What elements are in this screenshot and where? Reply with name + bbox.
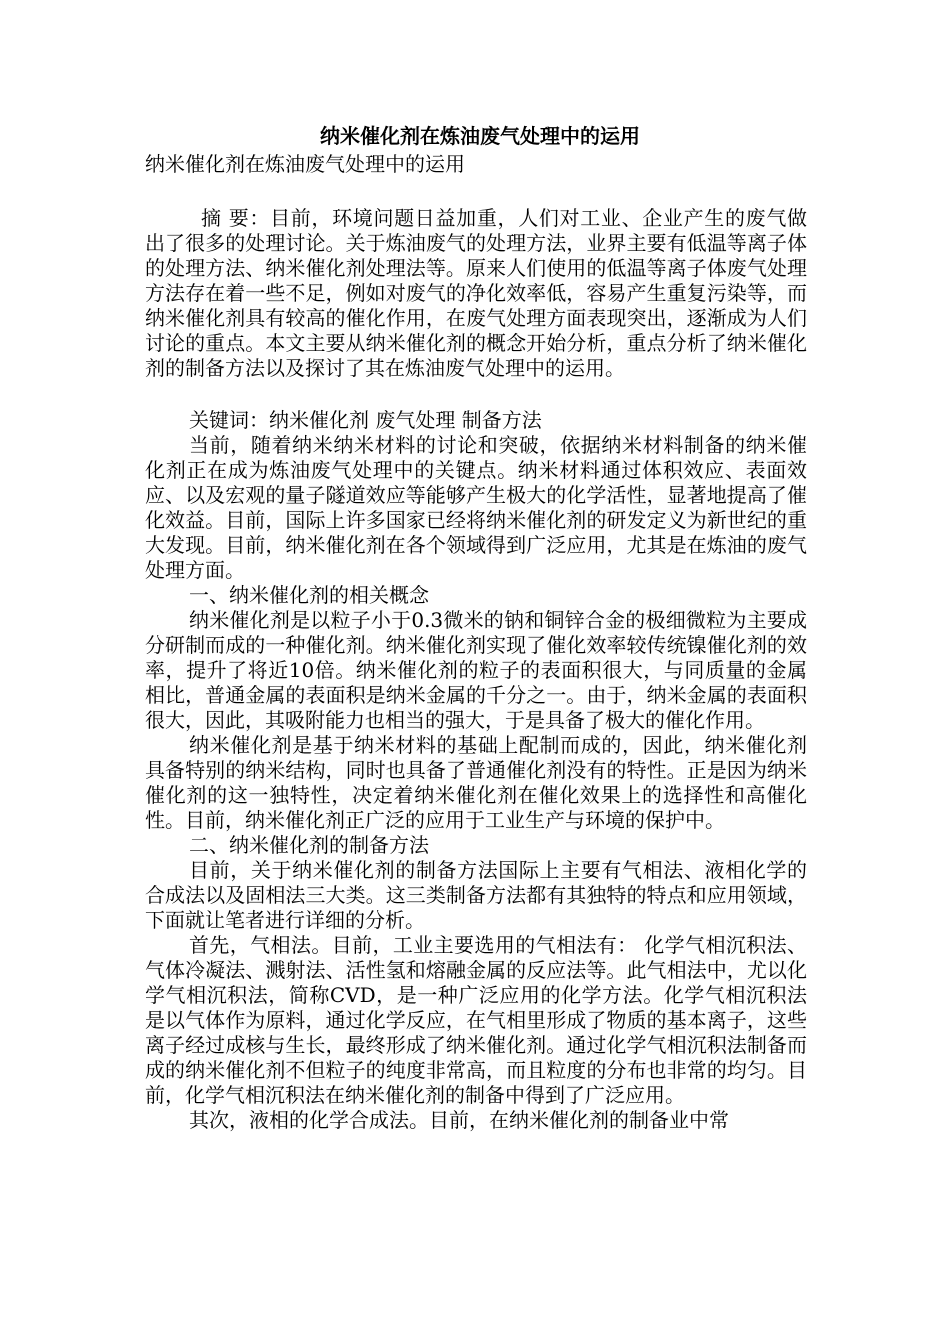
- blank-line: [145, 178, 807, 206]
- section2-paragraph-1: 目前，关于纳米催化剂的制备方法国际上主要有气相法、液相化学的合成法以及固相法三大类。这三类制备方法都有其独特的特点和应用领域，下面就让笔者进行详细的分析。: [145, 858, 807, 932]
- document-page: [145, 122, 807, 1133]
- blank-line: [145, 381, 807, 408]
- keywords-line: 关键词：纳米催化剂 废气处理 制备方法: [189, 408, 542, 432]
- section2-paragraph-3: 其次，液相的化学合成法。目前，在纳米催化剂的制备业中常: [189, 1108, 729, 1132]
- intro-paragraph: 当前，随着纳米纳米材料的讨论和突破，依据纳米材料制备的纳米催化剂正在成为炼油废气处理中的关键点。纳米材料通过体积效应、表面效应、以及宏观的量子隧道效应等能够产生极大的化学活性，显著地提高了催化效益。目前，国际上许多国家已经将纳米催化剂的研发定义为新世纪的重大发现。目前，纳米催化剂在各个领域得到广泛应用，尤其是在炼油的废气处理方面。: [145, 433, 807, 582]
- section1-paragraph-1: 纳米催化剂是以粒子小于0.3微米的钠和铜锌合金的极细微粒为主要成分研制而成的一种催化剂。纳米催化剂实现了催化效率较传统镍催化剂的效率，提升了将近10倍。纳米催化剂的粒子的表面积很大，与同质量的金属相比，普通金属的表面积是纳米金属的千分之一。由于，纳米金属的表面积很大，因此，其吸附能力也相当的强大，于是具备了极大的催化作用。: [145, 608, 807, 732]
- document-title: 纳米催化剂在炼油废气处理中的运用: [320, 124, 640, 148]
- section-heading-1: 一、纳米催化剂的相关概念: [189, 583, 429, 607]
- section2-paragraph-2: 首先，气相法。目前，工业主要选用的气相法有： 化学气相沉积法、气体冷凝法、溅射法、活性氢和熔融金属的反应法等。此气相法中，尤以化学气相沉积法，简称CVD，是一种广泛应用的化学方法。化学气相沉积法是以气体作为原料，通过化学反应，在气相里形成了物质的基本离子，这些离子经过成核与生长，最终形成了纳米催化剂。通过化学气相沉积法制备而成的纳米催化剂不但粒子的纯度非常高，而且粒度的分布也非常的均匀。目前，化学气相沉积法在纳米催化剂的制备中得到了广泛应用。: [145, 933, 807, 1107]
- document-subtitle: 纳米催化剂在炼油废气处理中的运用: [145, 152, 465, 176]
- abstract-paragraph: 摘 要：目前，环境问题日益加重，人们对工业、企业产生的废气做出了很多的处理讨论。关于炼油废气的处理方法，业界主要有低温等离子体的处理方法、纳米催化剂处理法等。原来人们使用的低温等离子体废气处理方法存在着一些不足，例如对废气的净化效率低，容易产生重复污染等，而纳米催化剂具有较高的催化作用，在废气处理方面表现突出，逐渐成为人们讨论的重点。本文主要从纳米催化剂的概念开始分析，重点分析了纳米催化剂的制备方法以及探讨了其在炼油废气处理中的运用。: [145, 206, 807, 380]
- section1-paragraph-2: 纳米催化剂是基于纳米材料的基础上配制而成的，因此，纳米催化剂具备特别的纳米结构，同时也具备了普通催化剂没有的特性。正是因为纳米催化剂的这一独特性，决定着纳米催化剂在催化效果上的选择性和高催化性。目前，纳米催化剂正广泛的应用于工业生产与环境的保护中。: [145, 733, 807, 832]
- section-heading-2: 二、纳米催化剂的制备方法: [189, 833, 429, 857]
